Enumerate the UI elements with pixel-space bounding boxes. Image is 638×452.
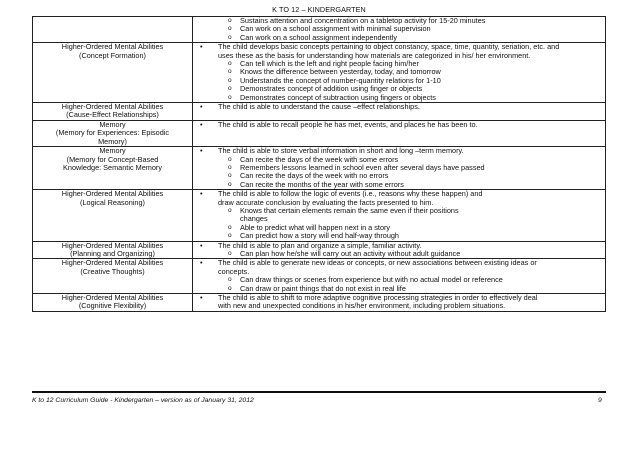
sub-bullet-icon: o bbox=[228, 223, 232, 231]
sub-item-text-cont: changes bbox=[240, 214, 268, 224]
domain-sublabel: Memory) bbox=[98, 136, 127, 146]
sub-item-text: Understands the concept of number-quantity relations for 1-10 bbox=[240, 75, 441, 85]
domain-cell bbox=[33, 103, 193, 121]
domain-label: Higher-Ordered Mental Abilities bbox=[61, 189, 164, 199]
sub-item bbox=[198, 207, 602, 215]
sub-item bbox=[198, 94, 602, 102]
competency-text-cont: concepts. bbox=[218, 266, 250, 276]
competency-bullet bbox=[198, 294, 602, 302]
sub-item-text: Able to predict what will happen next in a story bbox=[240, 222, 391, 232]
competency-cell bbox=[193, 147, 606, 190]
competency-cell bbox=[193, 259, 606, 294]
table-row bbox=[33, 241, 606, 259]
sub-item bbox=[198, 285, 602, 293]
domain-cell bbox=[33, 17, 193, 43]
bullet-icon: • bbox=[200, 102, 203, 112]
bullet-icon: • bbox=[200, 240, 203, 250]
sub-item-text: Sustains attention and concentration on a tabletop activity for 15-20 minutes bbox=[240, 16, 486, 25]
sub-bullet-icon: o bbox=[228, 249, 232, 257]
bullet-icon: • bbox=[200, 146, 203, 156]
competency-cell bbox=[193, 43, 606, 103]
sub-item-text: Knows the difference between yesterday, today, and tomorrow bbox=[240, 67, 441, 77]
sub-bullet-icon: o bbox=[228, 276, 232, 284]
sub-bullet-icon: o bbox=[228, 206, 232, 214]
competency-text: The child is able to shift to more adaptive cognitive processing strategies in order to effectively deal bbox=[218, 293, 538, 302]
sub-bullet-icon: o bbox=[228, 180, 232, 188]
sub-item bbox=[198, 232, 602, 240]
bullet-icon: • bbox=[200, 119, 203, 129]
competency-bullet bbox=[198, 121, 602, 129]
sub-bullet-icon: o bbox=[228, 60, 232, 68]
footer-text: K to 12 Curriculum Guide - Kindergarten – version as of January 31, 2012 bbox=[32, 397, 254, 404]
table-row bbox=[33, 103, 606, 121]
domain-sublabel: (Creative Thoughts) bbox=[80, 266, 145, 276]
page-number: 9 bbox=[598, 397, 602, 404]
domain-sublabel: (Cause-Effect Relationships) bbox=[66, 110, 159, 120]
sub-item-text: Can work on a school assignment independently bbox=[240, 32, 397, 42]
sub-item-text: Remembers lessons learned in school even after several days have passed bbox=[240, 162, 485, 172]
domain-sublabel: (Concept Formation) bbox=[79, 50, 146, 60]
sub-item bbox=[198, 34, 602, 42]
competency-cell bbox=[193, 120, 606, 146]
domain-label: Higher-Ordered Mental Abilities bbox=[61, 42, 164, 52]
competency-text: The child is able to generate new ideas or concepts, or new associations between existing ideas or bbox=[218, 258, 537, 268]
domain-cell bbox=[33, 259, 193, 294]
competency-text-cont: uses these as the basis for understanding how materials are categorized in his/ her environment. bbox=[218, 50, 531, 60]
sub-item-text: Can predict how a story will end half-way through bbox=[240, 231, 399, 241]
competency-text-cont: draw accurate conclusion by evaluating the facts presented to him. bbox=[218, 197, 434, 207]
sub-bullet-icon: o bbox=[228, 163, 232, 171]
sub-item-text: Can draw things or scenes from experience but with no actual model or reference bbox=[240, 275, 503, 285]
competency-text: The child develops basic concepts pertaining to object constancy, space, time, quantity, seriation, etc. and bbox=[218, 42, 560, 52]
competency-text: The child is able to store verbal information in short and long –term memory. bbox=[218, 146, 464, 156]
sub-item-text: Can recite the days of the week with some errors bbox=[240, 154, 399, 164]
competency-text: The child is able to follow the logic of events (i.e., reasons why these happen) and bbox=[218, 189, 483, 199]
sub-item-text: Can recite the months of the year with some errors bbox=[240, 179, 404, 189]
domain-label: Higher-Ordered Mental Abilities bbox=[61, 293, 164, 302]
competency-cell bbox=[193, 103, 606, 121]
domain-label: Higher-Ordered Mental Abilities bbox=[61, 258, 164, 268]
domain-label: Memory bbox=[99, 146, 126, 156]
domain-label: Memory bbox=[99, 119, 126, 129]
competency-text: The child is able to plan and organize a simple, familiar activity. bbox=[218, 240, 422, 250]
domain-label: Higher-Ordered Mental Abilities bbox=[61, 240, 164, 250]
sub-item-text: Can recite the days of the week with no errors bbox=[240, 171, 389, 181]
domain-sublabel: (Logical Reasoning) bbox=[80, 197, 145, 207]
domain-cell bbox=[33, 190, 193, 241]
competency-bullet bbox=[198, 103, 602, 111]
table-row bbox=[33, 17, 606, 43]
domain-cell bbox=[33, 294, 193, 312]
bullet-icon: • bbox=[200, 293, 203, 302]
sub-bullet-icon: o bbox=[228, 155, 232, 163]
domain-sublabel: (Memory for Experiences: Episodic bbox=[55, 128, 170, 138]
domain-label: Higher-Ordered Mental Abilities bbox=[61, 102, 164, 112]
footer-rule bbox=[32, 391, 606, 393]
bullet-icon: • bbox=[200, 189, 203, 199]
sub-item bbox=[198, 181, 602, 189]
sub-bullet-icon: o bbox=[228, 25, 232, 33]
sub-item-text: Can plan how he/she will carry out an activity without adult guidance bbox=[240, 248, 461, 258]
table-row bbox=[33, 147, 606, 190]
competency-text-cont: with new and unexpected conditions in his/her environment, including problem situations. bbox=[218, 301, 506, 311]
sub-bullet-icon: o bbox=[228, 172, 232, 180]
domain-cell bbox=[33, 120, 193, 146]
domain-sublabel: (Planning and Organizing) bbox=[70, 248, 155, 258]
domain-cell bbox=[33, 43, 193, 103]
competency-cell bbox=[193, 294, 606, 312]
table-row bbox=[33, 294, 606, 312]
page-header: K TO 12 – KINDERGARTEN bbox=[272, 5, 366, 14]
sub-item bbox=[198, 250, 602, 258]
sub-bullet-icon: o bbox=[228, 76, 232, 84]
sub-bullet-icon: o bbox=[228, 85, 232, 93]
sub-bullet-icon: o bbox=[228, 232, 232, 240]
competency-cell bbox=[193, 17, 606, 43]
competency-bullet bbox=[198, 190, 602, 198]
bullet-icon: • bbox=[200, 42, 203, 52]
table-row bbox=[33, 43, 606, 103]
competency-cell bbox=[193, 241, 606, 259]
table-row bbox=[33, 120, 606, 146]
competency-bullet bbox=[198, 43, 602, 51]
table-row bbox=[33, 259, 606, 294]
curriculum-table bbox=[32, 16, 606, 312]
sub-bullet-icon: o bbox=[228, 93, 232, 101]
competency-text: The child is able to understand the cause –effect relationships. bbox=[218, 102, 420, 112]
sub-item-text: Can tell which is the left and right people facing him/her bbox=[240, 59, 419, 69]
sub-item-text: Demonstrates concept of addition using finger or objects bbox=[240, 84, 423, 94]
table-row bbox=[33, 190, 606, 241]
domain-sublabel: (Cognitive Flexibility) bbox=[78, 301, 147, 311]
competency-text: The child is able to recall people he has met, events, and places he has been to. bbox=[218, 119, 478, 129]
domain-sublabel: (Memory for Concept-Based bbox=[66, 154, 159, 164]
sub-bullet-icon: o bbox=[228, 284, 232, 292]
domain-sublabel: Knowledge: Semantic Memory bbox=[63, 162, 162, 172]
domain-cell bbox=[33, 147, 193, 190]
sub-item-text: Demonstrates concept of subtraction using fingers or objects bbox=[240, 92, 436, 102]
bullet-icon: • bbox=[200, 258, 203, 268]
sub-bullet-icon: o bbox=[228, 33, 232, 41]
sub-item-text: Can draw or paint things that do not exist in real life bbox=[240, 283, 406, 293]
sub-bullet-icon: o bbox=[228, 68, 232, 76]
sub-bullet-icon: o bbox=[228, 17, 232, 24]
sub-item-text: Knows that certain elements remain the same even if their positions bbox=[240, 205, 459, 215]
competency-bullet bbox=[198, 259, 602, 267]
sub-item-text: Can work on a school assignment with minimal supervision bbox=[240, 24, 431, 34]
competency-cell bbox=[193, 190, 606, 241]
domain-cell bbox=[33, 241, 193, 259]
